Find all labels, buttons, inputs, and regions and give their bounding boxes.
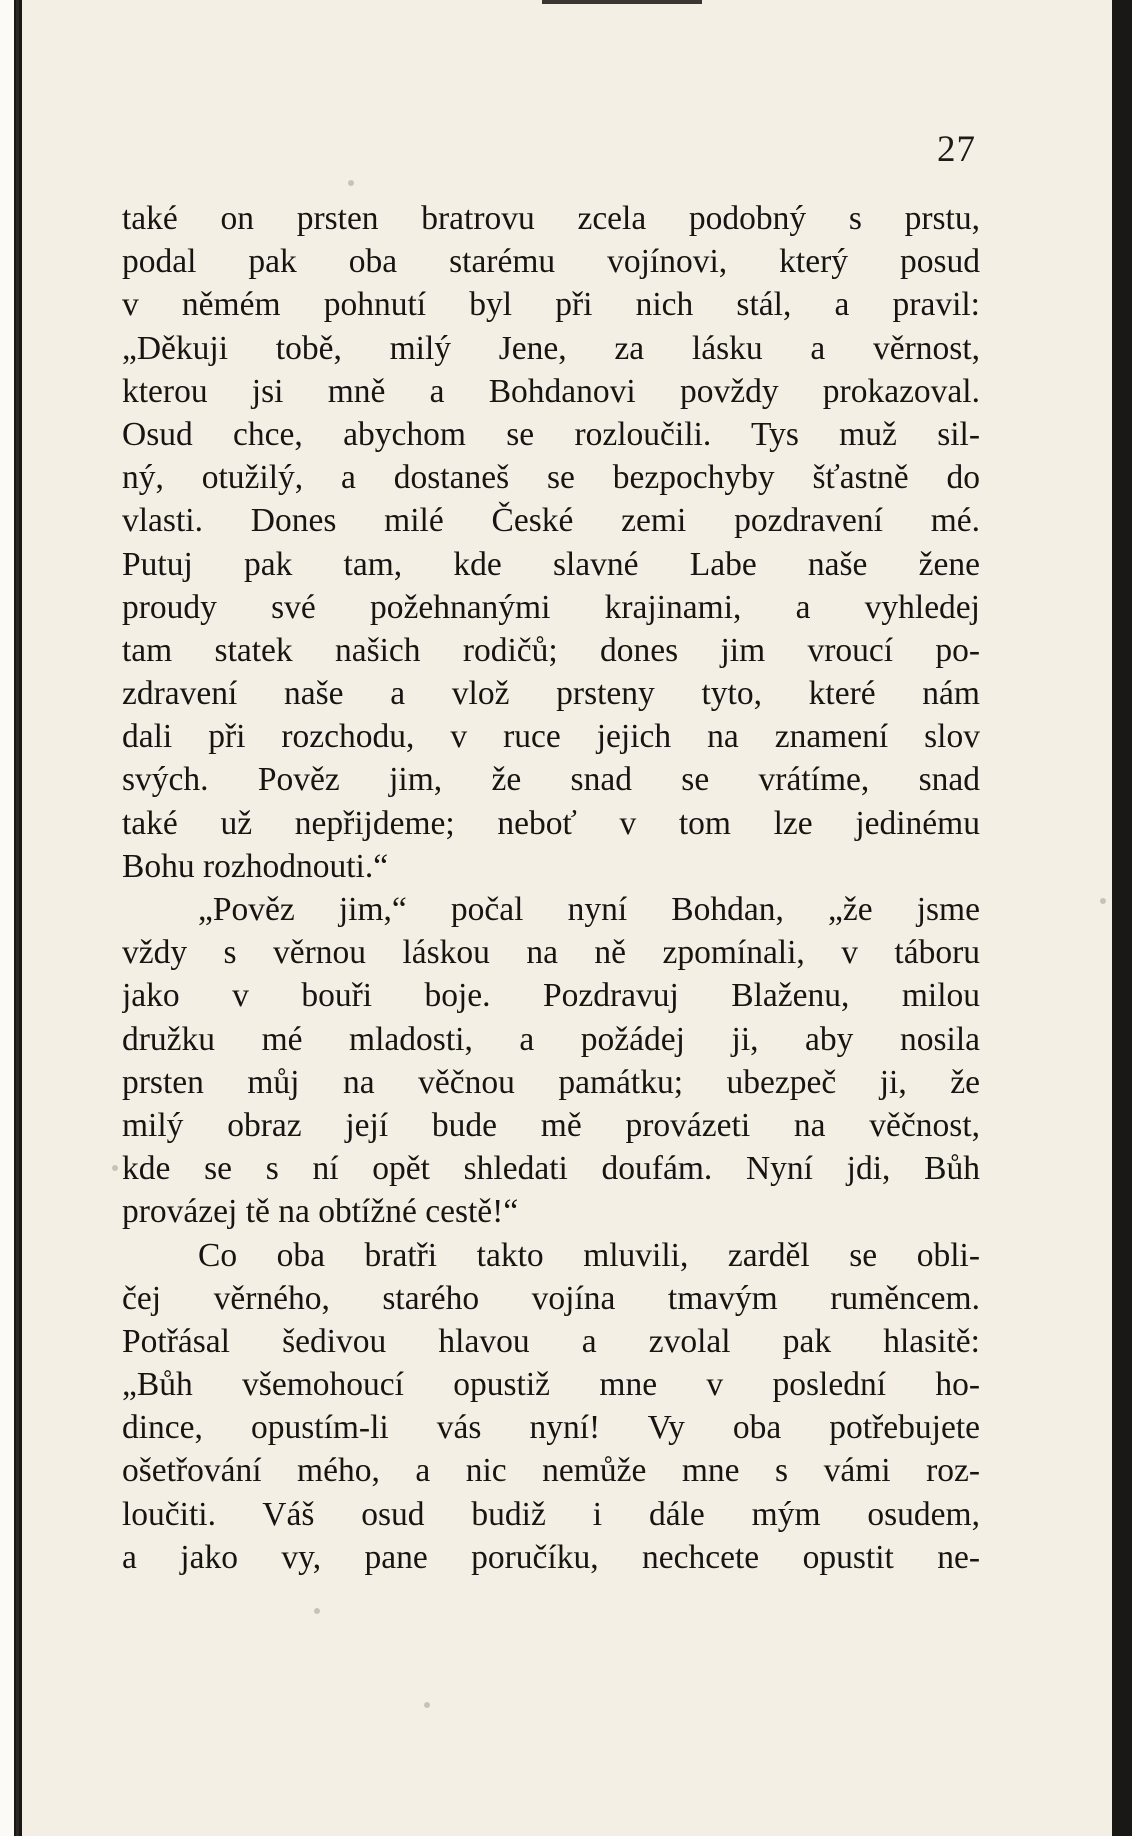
text-line: „Bůh všemohoucí opustiž mne v poslední ho- <box>122 1366 980 1404</box>
top-rule <box>542 0 702 4</box>
text-line: svých. Pověz jim, že snad se vrátíme, snad <box>122 761 980 799</box>
text-line: ošetřování mého, a nic nemůže mne s vámi roz- <box>122 1452 980 1490</box>
text-line: a jako vy, pane poručíku, nechcete opustit ne- <box>122 1538 980 1576</box>
text-line: dince, opustím-li vás nyní! Vy oba potřebujete <box>122 1409 980 1447</box>
text-line: dali při rozchodu, v ruce jejich na znamení slov <box>122 718 980 756</box>
text-line: čej věrného, starého vojína tmavým ruměncem. <box>122 1279 980 1317</box>
text-line: Bohu rozhodnouti.“ <box>122 847 389 885</box>
text-line: kterou jsi mně a Bohdanovi povždy prokazoval. <box>122 372 980 410</box>
text-line: Putuj pak tam, kde slavné Labe naše žene <box>122 545 980 583</box>
text-line: také on prsten bratrovu zcela podobný s prstu, <box>122 200 980 237</box>
text-line: kde se s ní opět shledati doufám. Nyní jdi, Bůh <box>122 1150 980 1188</box>
text-line: podal pak oba starému vojínovi, který posud <box>122 243 980 281</box>
paper-speck <box>424 1702 430 1708</box>
paper-speck <box>112 1165 118 1171</box>
text-line: zdravení naše a vlož prsteny tyto, které nám <box>122 675 980 713</box>
text-line: Osud chce, abychom se rozloučili. Tys muž sil- <box>122 415 980 453</box>
text-line: milý obraz její bude mě provázeti na věčnost, <box>122 1106 980 1144</box>
text-line: vlasti. Dones milé České zemi pozdravení mé. <box>122 502 980 540</box>
text-line: loučiti. Váš osud budiž i dále mým osudem, <box>122 1495 980 1533</box>
text-line: prsten můj na věčnou památku; ubezpeč ji, že <box>122 1063 980 1101</box>
text-line: Co oba bratři takto mluvili, zarděl se obli- <box>198 1236 980 1274</box>
page-number: 27 <box>937 129 976 170</box>
paper-speck <box>314 1608 320 1614</box>
text-line: provázej tě na obtížné cestě!“ <box>122 1193 519 1231</box>
text-line: proudy své požehnanými krajinami, a vyhledej <box>122 588 980 626</box>
paper-speck <box>348 180 354 186</box>
text-line: „Děkuji tobě, milý Jene, za lásku a věrnost, <box>122 329 980 367</box>
text-line: ný, otužilý, a dostaneš se bezpochyby šťastně do <box>122 459 980 497</box>
scan-edge-line <box>16 0 19 1836</box>
text-line: jako v bouři boje. Pozdravuj Blaženu, milou <box>122 977 980 1015</box>
book-page <box>22 0 1112 1836</box>
paper-speck <box>1100 898 1106 904</box>
text-line: vždy s věrnou láskou na ně zpomínali, v táboru <box>122 934 980 972</box>
text-line: tam statek našich rodičů; dones jim vroucí po- <box>122 631 980 669</box>
text-line: „Pověz jim,“ počal nyní Bohdan, „že jsme <box>198 891 980 928</box>
text-line: v němém pohnutí byl při nich stál, a pravil: <box>122 286 980 324</box>
text-line: také už nepřijdeme; neboť v tom lze jedinému <box>122 804 980 842</box>
body-text <box>122 197 980 1579</box>
scan-margin <box>0 0 14 1836</box>
text-line: družku mé mladosti, a požádej ji, aby nosila <box>122 1020 980 1058</box>
text-line: Potřásal šedivou hlavou a zvolal pak hlasitě: <box>122 1322 980 1360</box>
